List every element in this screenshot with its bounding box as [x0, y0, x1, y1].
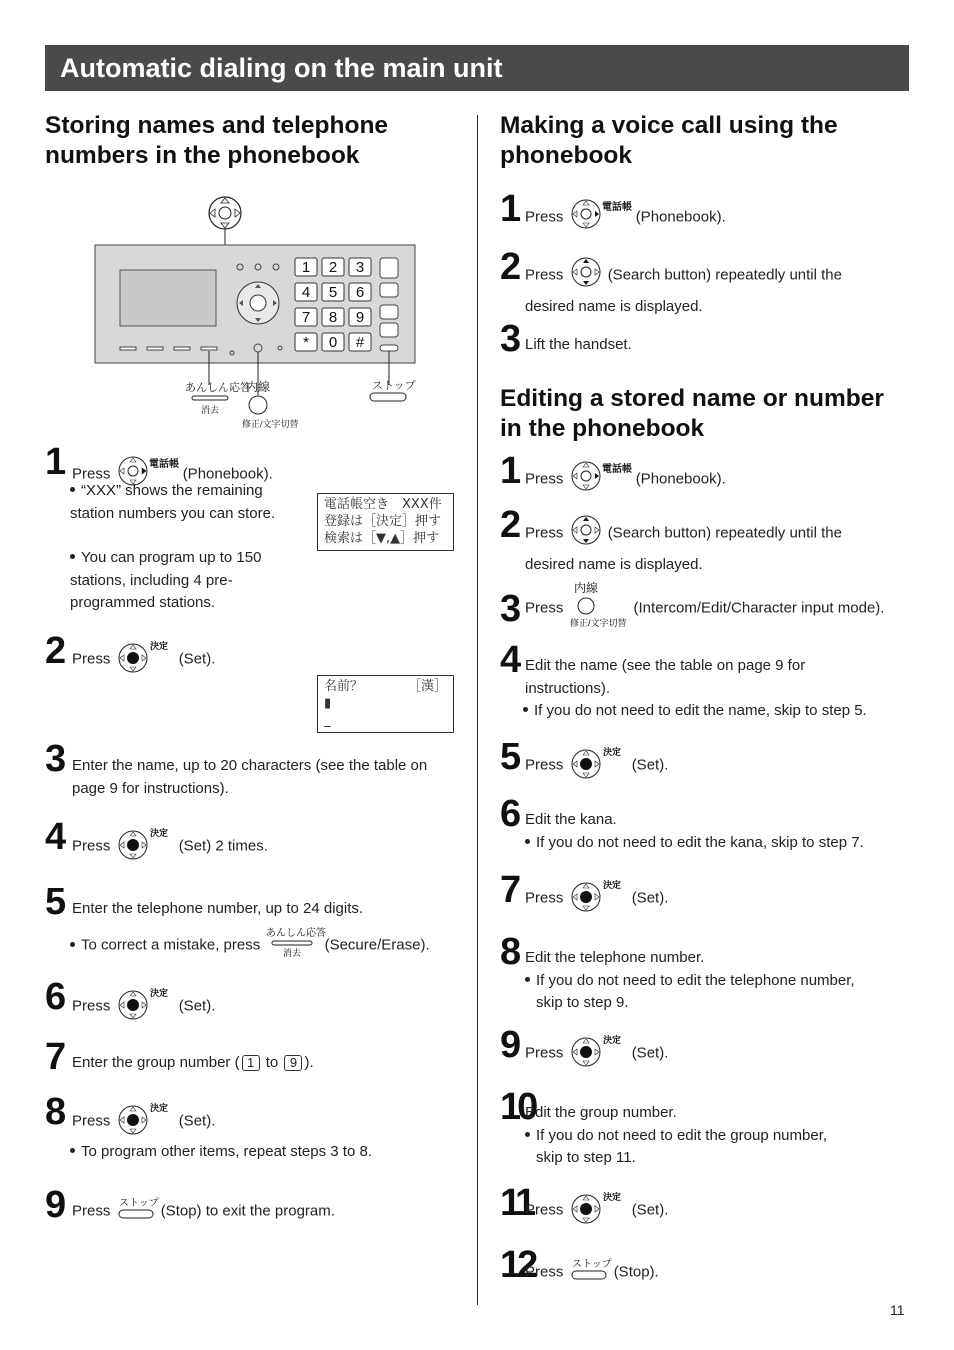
step-number: 5: [45, 881, 65, 923]
set-icon: [117, 987, 173, 1027]
step-number: 9: [500, 1024, 520, 1066]
step-1: Press 電話帳 (Phonebook).: [72, 455, 273, 495]
step-number: 6: [500, 793, 520, 835]
svg-text:決定: 決定: [602, 1035, 621, 1045]
call-step-2: Press (Search button) repeatedly until the desired name is displayed.: [525, 256, 905, 318]
label-erase: 消去: [201, 405, 220, 415]
svg-text:消去: 消去: [283, 948, 302, 958]
step-3: Enter the name, up to 20 characters (see the table on page 9 for instructions).: [72, 757, 428, 797]
keypad-key-label: #: [355, 334, 365, 351]
set-icon: [117, 1102, 173, 1142]
svg-text:修正/文字切替: 修正/文字切替: [569, 618, 627, 628]
edit-step-1: Press 電話帳 (Phonebook).: [525, 460, 726, 500]
set-icon: [117, 640, 173, 680]
step-number: 8: [500, 931, 520, 973]
page-header: [45, 45, 909, 91]
keypad-key-label: 3: [355, 259, 365, 276]
step-number: 12: [500, 1244, 535, 1286]
label-intercom: 内線: [246, 380, 271, 394]
set-icon: [570, 879, 626, 919]
step-number: 7: [45, 1036, 65, 1078]
keypad-key-label: 8: [328, 309, 338, 326]
section-heading-storing: Storing names and telephone numbers in the phonebook: [45, 112, 389, 169]
edit-step-12: Press ストップ (Stop).: [525, 1257, 659, 1289]
edit-step-7: Press 決定 (Set).: [525, 879, 668, 919]
keypad-key-label: 1: [301, 259, 311, 276]
step-5-bullet: To correct a mistake, press あんしん応答 消去 (Secure/Erase).: [70, 925, 430, 967]
label-edit: 修正/文字切替: [242, 419, 299, 429]
step-number: 4: [500, 639, 520, 681]
step-number: 9: [45, 1184, 65, 1226]
stop-icon: [117, 1196, 159, 1228]
keypad-key-label: 4: [301, 284, 311, 301]
search-button-icon: [570, 256, 602, 296]
svg-text:ストップ: ストップ: [118, 1198, 159, 1209]
step-1-bullet-1: “XXX” shows the remaining station numbers you can store.: [70, 482, 276, 522]
step-number: 1: [45, 441, 65, 483]
edit-step-8: Edit the telephone number. If you do not need to edit the telephone number, skip to step 9.: [525, 949, 855, 1011]
keypad-key-label: 9: [355, 309, 365, 326]
step-number: 4: [45, 816, 65, 858]
secure-erase-icon: [266, 925, 327, 967]
key-1-icon: 1: [242, 1055, 260, 1071]
set-icon: [570, 1191, 626, 1231]
svg-text:電話帳: 電話帳: [601, 464, 632, 475]
svg-text:あんしん応答: あんしん応答: [266, 928, 327, 939]
section-heading-voice-call: Making a voice call using the phonebook: [500, 112, 838, 169]
edit-step-11: Press 決定 (Set).: [525, 1191, 668, 1231]
edit-step-9: Press 決定 (Set).: [525, 1034, 668, 1074]
intercom-icon: [570, 580, 632, 638]
step-number: 8: [45, 1091, 65, 1133]
step-8: Press 決定 (Set).: [72, 1102, 215, 1142]
svg-text:電話帳: 電話帳: [601, 202, 632, 213]
page-number: 11: [890, 1302, 905, 1318]
step-8-bullet: To program other items, repeat steps 3 to 8.: [70, 1141, 372, 1164]
step-number: 3: [500, 588, 520, 630]
step-6: Press 決定 (Set).: [72, 987, 215, 1027]
step-2: Press 決定 (Set).: [72, 640, 215, 680]
edit-step-6: Edit the kana. If you do not need to edit the kana, skip to step 7.: [525, 811, 864, 851]
keypad-key-label: 5: [328, 284, 338, 301]
keypad-key-label: 2: [328, 259, 338, 276]
step-number: 3: [45, 738, 65, 780]
step-9: Press ストップ (Stop) to exit the program.: [72, 1196, 335, 1228]
svg-text:ストップ: ストップ: [571, 1259, 612, 1270]
label-stop: ストップ: [372, 380, 416, 392]
edit-step-10: Edit the group number. If you do not need to edit the group number, skip to step 11.: [525, 1104, 828, 1166]
section-heading-editing: Editing a stored name or number in the phonebook: [500, 385, 884, 442]
step-4: Press 決定 (Set) 2 times.: [72, 827, 268, 867]
lcd-display-1: 電話帳空き XXX件 登録は［決定］押す 検索は［▼,▲］押す: [317, 493, 454, 551]
svg-text:決定: 決定: [602, 880, 621, 890]
keypad-key-label: 7: [301, 309, 311, 326]
keypad-key-label: 6: [355, 284, 365, 301]
step-number: 10: [500, 1086, 535, 1128]
set-icon: [117, 827, 173, 867]
step-number: 2: [500, 246, 520, 288]
step-number: 3: [500, 318, 520, 360]
edit-step-4: Edit the name (see the table on page 9 for instructions). If you do not need to edit the name, skip to step 5.: [525, 657, 867, 719]
edit-step-3: Press 内線 修正/文字切替 (Intercom/Edit/Character input mode).: [525, 580, 910, 638]
svg-text:決定: 決定: [149, 988, 168, 998]
step-number: 2: [45, 630, 65, 672]
step-number: 11: [500, 1182, 533, 1224]
lcd-display-2: 名前？ ［漢］ ▮ _: [317, 675, 454, 733]
svg-text:電話帳: 電話帳: [148, 459, 179, 470]
phonebook-icon: [570, 460, 630, 500]
svg-text:決定: 決定: [602, 747, 621, 757]
keypad-key-label: 0: [328, 334, 338, 351]
phonebook-icon: [570, 198, 630, 238]
svg-text:決定: 決定: [149, 828, 168, 838]
step-1-bullet-2: You can program up to 150 stations, including 4 pre-programmed stations.: [70, 549, 262, 611]
call-step-3: Lift the handset.: [525, 336, 632, 353]
step-5: Enter the telephone number, up to 24 digits.: [72, 900, 364, 917]
step-7: Enter the group number ( 1 to 9 ).: [72, 1054, 314, 1071]
stop-icon: [570, 1257, 612, 1289]
set-icon: [570, 1034, 626, 1074]
key-9-icon: 9: [284, 1055, 302, 1071]
label-secure: あんしん応答: [185, 382, 251, 394]
call-step-1: Press 電話帳 (Phonebook).: [525, 198, 726, 238]
column-divider: [477, 115, 478, 1305]
step-number: 7: [500, 869, 520, 911]
edit-step-5: Press 決定 (Set).: [525, 746, 668, 786]
svg-text:決定: 決定: [602, 1192, 621, 1202]
page-title: Automatic dialing on the main unit: [60, 53, 503, 83]
keypad-key-label: *: [303, 334, 309, 351]
step-number: 5: [500, 736, 520, 778]
main-unit-diagram: [90, 195, 420, 435]
svg-text:決定: 決定: [149, 641, 168, 651]
svg-text:決定: 決定: [149, 1103, 168, 1113]
step-number: 1: [500, 188, 520, 230]
svg-text:内線: 内線: [573, 581, 598, 595]
step-number: 1: [500, 450, 520, 492]
set-icon: [570, 746, 626, 786]
edit-step-2: Press (Search button) repeatedly until the desired name is displayed.: [525, 514, 905, 576]
step-number: 6: [45, 976, 65, 1018]
step-number: 2: [500, 504, 520, 546]
search-button-icon: [570, 514, 602, 554]
